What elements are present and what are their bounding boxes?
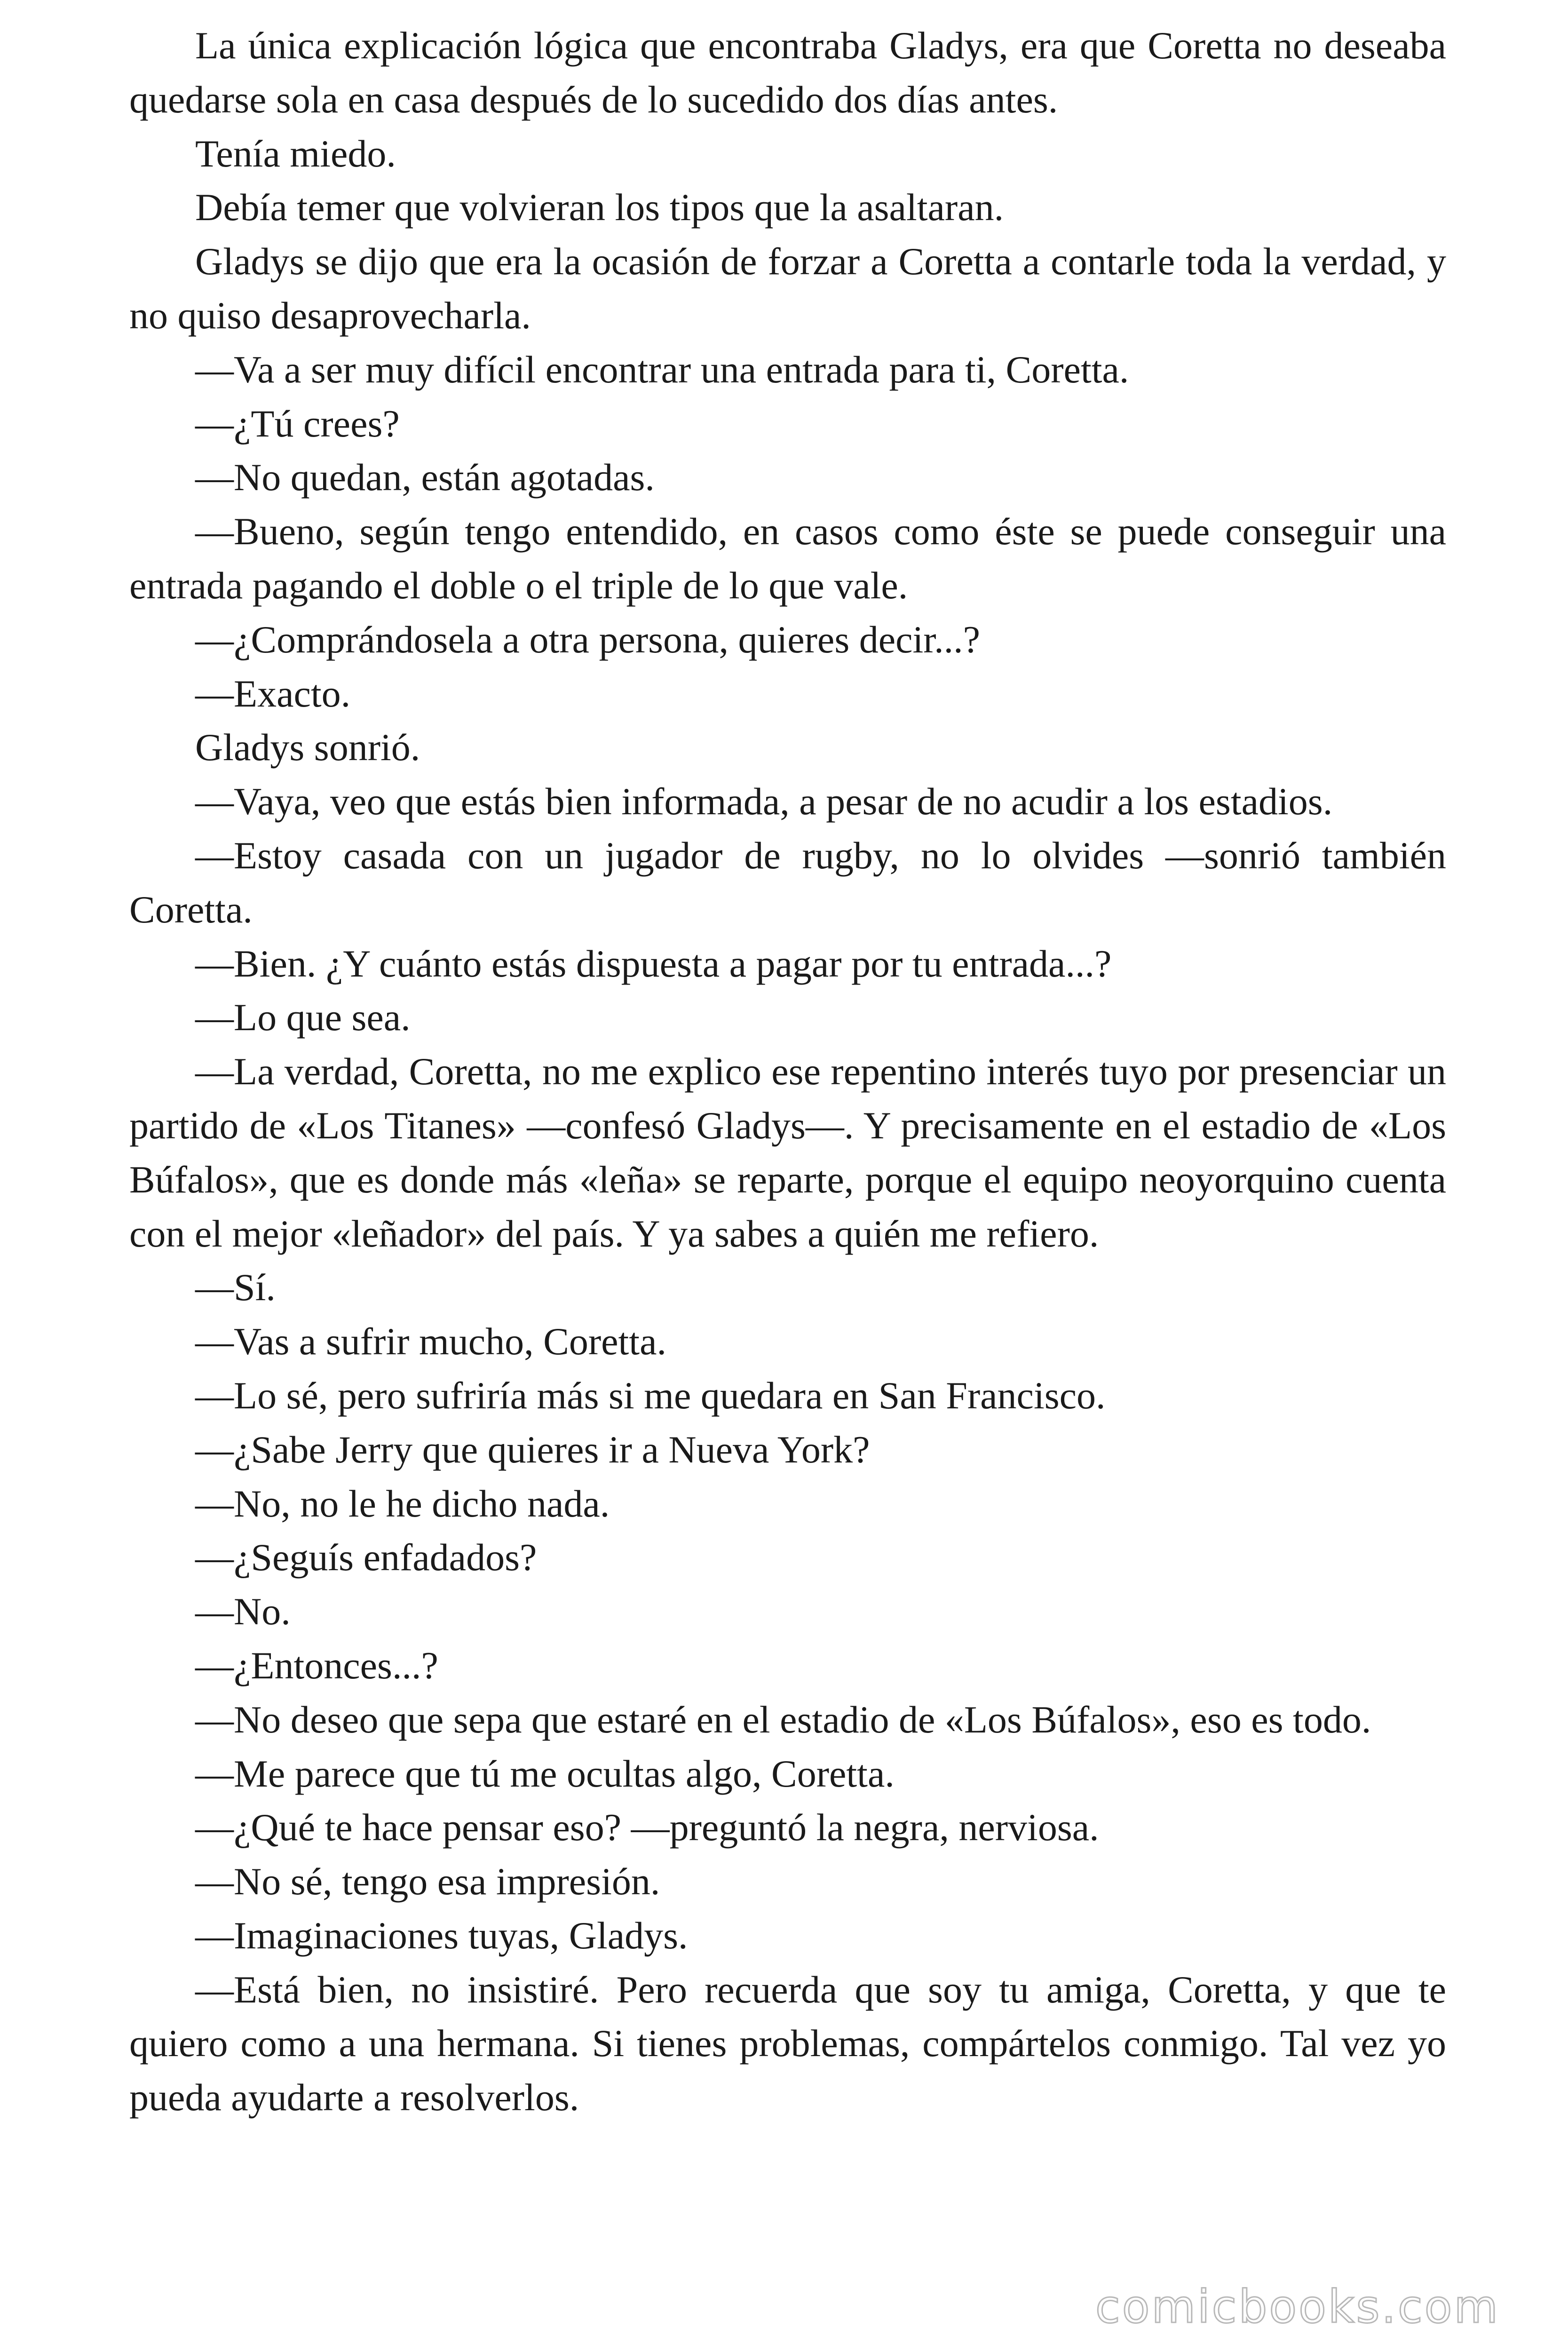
paragraph: —No quedan, están agotadas.: [195, 456, 655, 499]
paragraph: —¿Sabe Jerry que quieres ir a Nueva York?: [195, 1428, 870, 1471]
paragraph: —Lo que sea.: [195, 996, 411, 1039]
paragraph: Gladys sonrió.: [195, 726, 420, 769]
watermark: comicbooks.com: [1095, 2280, 1500, 2333]
paragraph: —Estoy casada con un jugador de rugby, no lo olvides —sonrió también Coretta.: [129, 834, 1446, 931]
paragraph: Tenía miedo.: [195, 132, 396, 175]
paragraph: —La verdad, Coretta, no me explico ese repentino interés tuyo por presenciar un partido de «Los Titanes» —confesó Gladys—. Y precisamente en el estadio de «Los Búfalos», que es donde más «leña» se reparte, porque el equipo neoyorquino cuenta con el mejor «leñador» del país. Y ya sabes a quién me refiero.: [129, 1050, 1446, 1255]
paragraph: —¿Qué te hace pensar eso? —preguntó la negra, nerviosa.: [195, 1806, 1099, 1849]
paragraph: —No deseo que sepa que estaré en el estadio de «Los Búfalos», eso es todo.: [195, 1698, 1371, 1741]
paragraph: —Está bien, no insistiré. Pero recuerda que soy tu amiga, Coretta, y que te quiero como a una hermana. Si tienes problemas, compártelos conmigo. Tal vez yo pueda ayudarte a resolverlos.: [129, 1968, 1446, 2119]
paragraph: —Sí.: [195, 1266, 276, 1309]
paragraph: —Lo sé, pero sufriría más si me quedara en San Francisco.: [195, 1374, 1106, 1417]
paragraph: —Imaginaciones tuyas, Gladys.: [195, 1914, 688, 1957]
paragraph: —No.: [195, 1590, 291, 1633]
paragraph: Debía temer que volvieran los tipos que la asaltaran.: [195, 186, 1004, 229]
paragraph: —No sé, tengo esa impresión.: [195, 1860, 660, 1903]
paragraph: —¿Tú crees?: [195, 402, 400, 445]
paragraph: —No, no le he dicho nada.: [195, 1482, 610, 1525]
paragraph: Gladys se dijo que era la ocasión de forzar a Coretta a contarle toda la verdad, y no quiso desaprovecharla.: [129, 240, 1446, 337]
paragraph: —¿Seguís enfadados?: [195, 1536, 537, 1579]
paragraph: —Bueno, según tengo entendido, en casos como éste se puede conseguir una entrada pagando el doble o el triple de lo que vale.: [129, 510, 1446, 607]
paragraph: —Exacto.: [195, 672, 351, 715]
paragraph: —Vas a sufrir mucho, Coretta.: [195, 1320, 666, 1363]
paragraph: —Vaya, veo que estás bien informada, a pesar de no acudir a los estadios.: [195, 780, 1333, 823]
paragraph: —Va a ser muy difícil encontrar una entrada para ti, Coretta.: [195, 348, 1129, 391]
paragraph: —Bien. ¿Y cuánto estás dispuesta a pagar por tu entrada...?: [195, 942, 1112, 985]
page-text: [129, 19, 1446, 2125]
paragraph: —¿Entonces...?: [195, 1644, 438, 1687]
paragraph: —Me parece que tú me ocultas algo, Coretta.: [195, 1752, 895, 1795]
paragraph: La única explicación lógica que encontraba Gladys, era que Coretta no deseaba quedarse sola en casa después de lo sucedido dos días antes.: [129, 24, 1446, 121]
paragraph: —¿Comprándosela a otra persona, quieres decir...?: [195, 618, 980, 661]
